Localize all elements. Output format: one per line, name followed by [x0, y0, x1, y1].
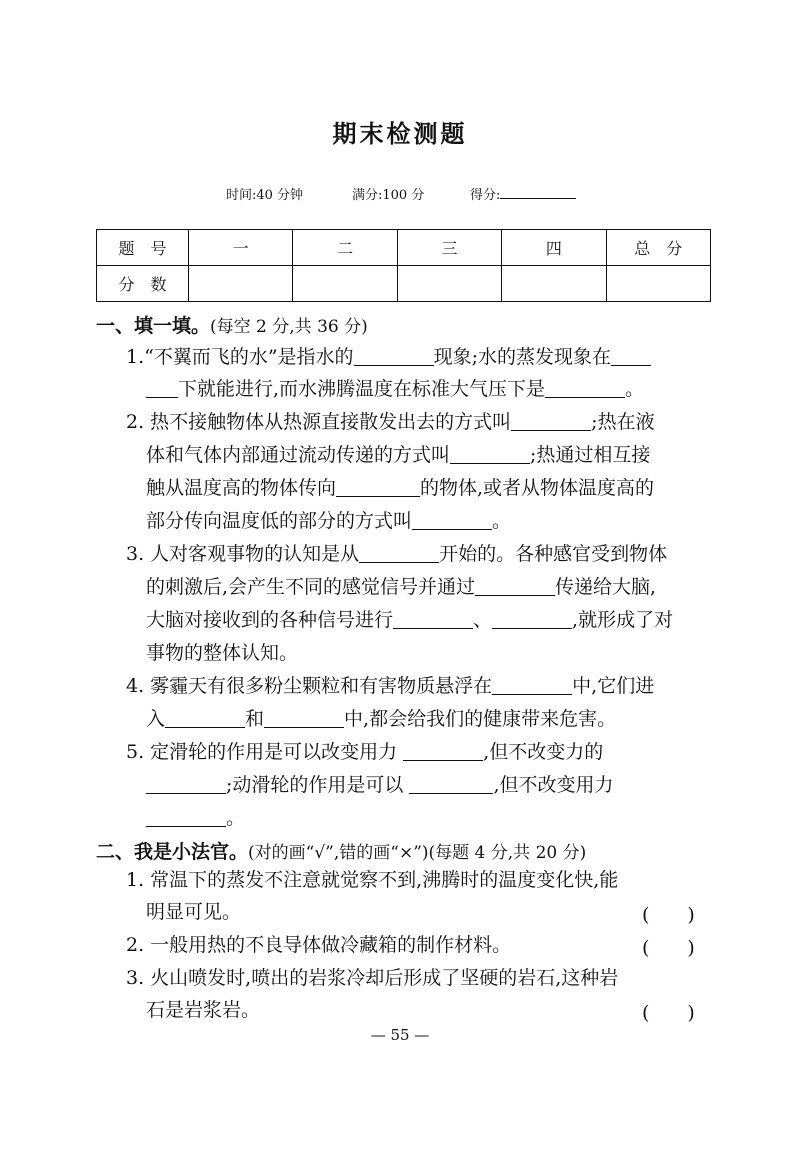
table-header-cell: 一	[189, 230, 293, 266]
question-text: 。	[226, 807, 246, 829]
answer-blank[interactable]	[146, 808, 226, 827]
table-header-cell: 总 分	[606, 230, 710, 266]
list-item	[146, 575, 656, 599]
list-item	[146, 707, 616, 731]
question-text: 入	[146, 708, 166, 730]
section1-title: 一、填一填。	[96, 315, 211, 337]
answer-blank[interactable]	[393, 610, 473, 629]
answer-blank[interactable]	[545, 379, 625, 398]
answer-blank[interactable]	[403, 742, 483, 761]
score-field	[470, 184, 576, 203]
full-score: 满分:100 分	[352, 188, 425, 203]
table-cell	[502, 266, 606, 302]
list-item	[126, 410, 655, 434]
score-label: 得分:	[470, 188, 501, 203]
answer-blank[interactable]	[264, 709, 344, 728]
table-cell	[189, 266, 293, 302]
score-blank	[500, 184, 576, 199]
list-item	[126, 740, 603, 764]
answer-blank[interactable]	[475, 577, 555, 596]
answer-blank[interactable]	[359, 544, 439, 563]
question-text: 现象;水的蒸发现象在	[433, 346, 611, 368]
list-item	[146, 608, 673, 632]
question-text: ,但不改变用力	[493, 774, 614, 796]
question-text: ;热在液	[591, 411, 655, 433]
answer-blank[interactable]	[450, 445, 530, 464]
time-limit: 时间:40 分钟	[226, 188, 304, 203]
table-header-cell: 题 号	[97, 230, 189, 266]
question-text: 。	[625, 378, 645, 400]
list-item	[146, 509, 511, 533]
answer-blank[interactable]	[165, 709, 245, 728]
answer-blank[interactable]	[146, 379, 178, 398]
answer-blank[interactable]	[354, 347, 434, 366]
question-text: 和	[245, 708, 265, 730]
question-text: 的物体,或者从物体温度高的	[420, 477, 655, 499]
section1-note: (每空 2 分,共 36 分)	[210, 317, 368, 337]
question-text: 5. 定滑轮的作用是可以改变用力	[126, 741, 398, 763]
question-text: 1. 常温下的蒸发不注意就觉察不到,沸腾时的温度变化快,能	[126, 869, 619, 891]
page-title: 期末检测题	[332, 120, 468, 148]
question-text: 中,它们进	[572, 675, 655, 697]
list-item	[126, 542, 667, 566]
answer-parentheses[interactable]: ( )	[642, 904, 695, 926]
list-item	[146, 998, 260, 1022]
question-text: 大脑对接收到的各种信号进行	[146, 609, 394, 631]
question-text: 的刺激后,会产生不同的感觉信号并通过	[146, 576, 476, 598]
question-text: ,就形成了对	[572, 609, 674, 631]
question-text: 传递给大脑,	[555, 576, 657, 598]
table-cell	[397, 266, 501, 302]
table-header-cell: 二	[293, 230, 397, 266]
list-item	[146, 641, 298, 665]
answer-blank[interactable]	[336, 478, 420, 497]
answer-parentheses[interactable]: ( )	[642, 937, 695, 959]
list-item	[146, 476, 654, 500]
question-text: 。	[492, 510, 512, 532]
section1-heading	[96, 311, 368, 338]
question-text: ;热通过相互接	[530, 444, 651, 466]
answer-blank[interactable]	[492, 610, 572, 629]
table-row	[97, 230, 711, 266]
question-text: ,但不改变力的	[483, 741, 604, 763]
question-text: 中,都会给我们的健康带来危害。	[344, 708, 617, 730]
question-text: 明显可见。	[146, 901, 242, 923]
question-text: ;动滑轮的作用是可以	[226, 774, 404, 796]
answer-blank[interactable]	[146, 775, 226, 794]
section2-title: 二、我是小法官。	[96, 841, 249, 863]
answer-blank[interactable]	[492, 676, 572, 695]
question-text: 体和气体内部通过流动传递的方式叫	[146, 444, 451, 466]
question-text: 1.“不翼而飞的水”是指水的	[126, 346, 354, 368]
question-text: 部分传向温度低的部分的方式叫	[146, 510, 413, 532]
answer-parentheses[interactable]: ( )	[642, 1002, 695, 1024]
table-cell	[606, 266, 710, 302]
list-item	[126, 674, 654, 698]
answer-blank[interactable]	[511, 412, 591, 431]
question-text: 2. 热不接触物体从热源直接散发出去的方式叫	[126, 411, 512, 433]
table-cell	[293, 266, 397, 302]
question-text: 事物的整体认知。	[146, 642, 299, 664]
list-item	[146, 773, 614, 797]
list-item	[126, 868, 618, 892]
answer-blank[interactable]	[409, 775, 493, 794]
question-text: 3. 火山喷发时,喷出的岩浆冷却后形成了坚硬的岩石,这种岩	[126, 967, 619, 989]
table-header-cell: 四	[502, 230, 606, 266]
section2-heading	[96, 837, 586, 864]
table-row-label: 分 数	[97, 266, 189, 302]
table-row	[97, 266, 711, 302]
list-item	[126, 933, 511, 957]
list-item	[146, 806, 245, 830]
question-text: 3. 人对客观事物的认知是从	[126, 543, 360, 565]
question-text: 开始的。各种感官受到物体	[439, 543, 668, 565]
list-item	[146, 443, 650, 467]
list-item	[146, 900, 241, 924]
page-number: — 55 —	[370, 1026, 430, 1044]
section2-note: (对的画“√”,错的画“×”)(每题 4 分,共 20 分)	[248, 843, 587, 863]
list-item	[126, 345, 651, 369]
answer-blank[interactable]	[412, 511, 492, 530]
question-text: 2. 一般用热的不良导体做冷藏箱的制作材料。	[126, 934, 512, 956]
list-item	[146, 377, 644, 401]
question-text: 触从温度高的物体传向	[146, 477, 337, 499]
table-header-cell: 三	[397, 230, 501, 266]
list-item	[126, 966, 618, 990]
question-text: 下就能进行,而水沸腾温度在标准大气压下是	[178, 378, 546, 400]
score-table	[96, 229, 711, 302]
question-text: 、	[473, 609, 493, 631]
question-text: 4. 雾霾天有很多粉尘颗粒和有害物质悬浮在	[126, 675, 493, 697]
answer-blank[interactable]	[611, 347, 651, 366]
question-text: 石是岩浆岩。	[146, 999, 261, 1021]
